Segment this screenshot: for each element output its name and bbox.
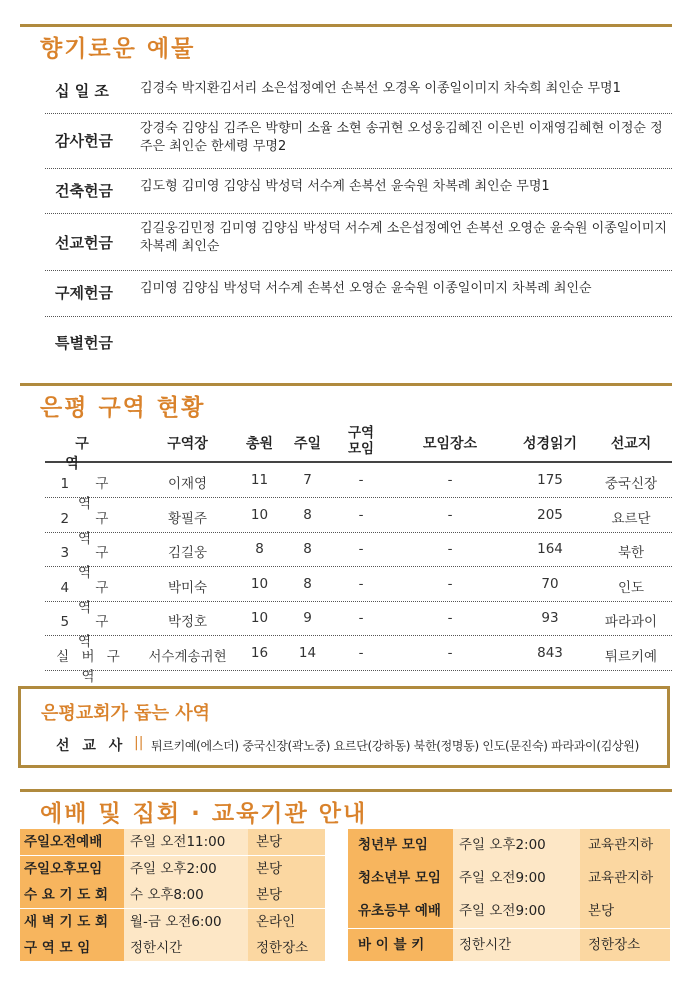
offering-names: 김길웅김민정 김미영 김양심 박성덕 서수계 소은섭정예언 손복선 오영순 윤숙원 이종일이미지 차복례 최인순 (140, 221, 667, 254)
schedule-time: 월-금 오전6:00 (124, 909, 248, 935)
offering-row (45, 270, 672, 317)
bible-cell: 70 (541, 575, 559, 592)
meeting-cell: - (358, 644, 364, 661)
offerings-title: 향기로운 예물 (40, 36, 196, 62)
offering-row (45, 113, 672, 169)
offering-row (45, 168, 672, 214)
schedule-time: 주일 오전11:00 (124, 829, 248, 855)
sunday-cell: 9 (303, 610, 312, 626)
schedule-time: 주일 오전9:00 (453, 895, 580, 928)
meeting-cell: - (358, 506, 364, 523)
schedule-row (20, 909, 325, 935)
place-cell: - (447, 610, 453, 626)
schedule-place: 본당 (580, 895, 670, 928)
schedule-place: 정한장소 (248, 935, 325, 961)
leader-cell: 김길웅 (167, 545, 208, 561)
district-cell: 실 버 구 역 (56, 648, 124, 685)
schedule-row (20, 935, 325, 961)
offering-label: 건축헌금 (55, 182, 113, 200)
header-place: 모임장소 (422, 436, 478, 452)
top-rule (20, 24, 672, 27)
schedule-time: 주일 오후2:00 (453, 829, 580, 862)
sunday-cell: 14 (298, 644, 317, 661)
offering-names: 강경숙 김양심 김주은 박향미 소율 소현 송귀현 오성웅김혜진 이은빈 이재영김혜현 이정순 정주은 최인순 한세령 무명2 (140, 121, 663, 154)
district-cell: 3 구 역 (60, 545, 120, 581)
schedule-place: 정한장소 (580, 929, 670, 962)
bible-cell: 164 (537, 541, 563, 557)
leader-cell: 황필주 (167, 510, 208, 527)
offering-row (45, 70, 672, 114)
place-cell: - (447, 541, 453, 557)
meeting-cell: - (358, 472, 364, 488)
districts-rule (20, 383, 672, 386)
place-cell: - (447, 472, 453, 488)
district-cell: 5 구 역 (60, 614, 120, 650)
districts-table-header (45, 425, 672, 472)
schedule-name: 청소년부 모임 (348, 862, 453, 895)
place-cell: - (447, 644, 453, 661)
ministries-separator: || (134, 735, 144, 751)
schedule-name: 구 역 모 임 (20, 935, 124, 961)
schedule-row (20, 856, 325, 882)
header-total: 총원 (245, 436, 274, 452)
header-district: 구 역 (65, 436, 125, 472)
district-cell: 4 구 역 (60, 579, 120, 616)
schedule-left (20, 829, 325, 962)
total-cell: 16 (250, 644, 269, 661)
sunday-cell: 7 (303, 472, 312, 488)
schedule-row (348, 862, 670, 895)
table-row (45, 636, 672, 685)
sunday-cell: 8 (303, 506, 312, 523)
schedule-place: 본당 (248, 882, 325, 908)
bible-cell: 175 (537, 472, 563, 488)
offering-label: 십 일 조 (55, 82, 109, 100)
missionary-cell: 인도 (617, 579, 645, 596)
ministries-text: 튀르키예(에스더) 중국신장(곽노중) 요르단(강하동) 북한(정명동) 인도(문진숙) 파라과이(김상원) (151, 739, 639, 753)
header-sunday: 주일 (293, 436, 322, 452)
total-cell: 10 (250, 575, 269, 592)
total-cell: 8 (255, 541, 264, 557)
place-cell: - (447, 575, 453, 592)
schedule-name: 유초등부 예배 (348, 895, 453, 928)
header-leader: 구역장 (167, 436, 208, 452)
districts-title: 은평 구역 현황 (40, 395, 206, 421)
schedule-time: 주일 오후2:00 (124, 856, 248, 882)
schedule-name: 수 요 기 도 회 (20, 882, 124, 908)
offering-names: 김미영 김양심 박성덕 서수계 손복선 오영순 윤숙원 이종일이미지 차복례 최인순 (140, 281, 592, 296)
schedule-name: 바 이 블 키 (348, 929, 453, 962)
schedule-title: 예배 및 집회 · 교육기관 안내 (40, 801, 368, 827)
leader-cell: 박정호 (167, 614, 208, 630)
missionary-cell: 북한 (617, 545, 645, 561)
leader-cell: 서수계송귀현 (148, 648, 227, 665)
district-cell: 2 구 역 (60, 510, 120, 547)
meeting-cell: - (358, 575, 364, 592)
schedule-row (348, 829, 670, 862)
total-cell: 11 (250, 472, 269, 488)
offering-label: 구제헌금 (55, 284, 113, 302)
schedule-time: 주일 오전9:00 (453, 862, 580, 895)
offering-row (45, 213, 672, 271)
schedule-place: 교육관지하 (580, 862, 670, 895)
offering-label: 선교헌금 (55, 234, 113, 252)
schedule-row (348, 929, 670, 962)
header-meeting: 구역 모임 (347, 425, 375, 457)
schedule-place: 본당 (248, 829, 325, 855)
leader-cell: 박미숙 (167, 579, 208, 596)
schedule-name: 주일오전예배 (20, 829, 124, 855)
bible-cell: 205 (537, 506, 563, 523)
ministries-title: 은평교회가 돕는 사역 (41, 703, 211, 724)
meeting-cell: - (358, 541, 364, 557)
schedule-row (20, 882, 325, 908)
meeting-cell: - (358, 610, 364, 626)
table-row (45, 463, 672, 512)
header-missionary: 선교지 (610, 436, 652, 452)
ministries-box (18, 686, 670, 768)
offering-label: 감사헌금 (55, 132, 113, 150)
table-row (45, 498, 672, 547)
schedule-place: 본당 (248, 856, 325, 882)
table-row (45, 601, 672, 650)
sunday-cell: 8 (303, 541, 312, 557)
schedule-time: 수 오후8:00 (124, 882, 248, 908)
missionary-cell: 튀르키예 (604, 648, 658, 665)
schedule-name: 새 벽 기 도 회 (20, 909, 124, 935)
schedule-time: 정한시간 (124, 935, 248, 961)
schedule-right (348, 829, 670, 962)
schedule-rule (20, 789, 672, 792)
sunday-cell: 8 (303, 575, 312, 592)
missionary-cell: 파라과이 (604, 614, 658, 630)
schedule-place: 교육관지하 (580, 829, 670, 862)
district-cell: 1 구 역 (60, 476, 120, 512)
ministries-label: 선 교 사 (56, 738, 127, 754)
offering-row (45, 316, 672, 358)
missionary-cell: 중국신장 (604, 476, 658, 492)
place-cell: - (447, 506, 453, 523)
offering-names: 김도형 김미영 김양심 박성덕 서수계 손복선 윤숙원 차복례 최인순 무명1 (140, 179, 550, 194)
total-cell: 10 (250, 610, 269, 626)
total-cell: 10 (250, 506, 269, 523)
schedule-time: 정한시간 (453, 929, 580, 962)
schedule-name: 청년부 모임 (348, 829, 453, 862)
bible-cell: 93 (541, 610, 559, 626)
schedule-row (20, 829, 325, 855)
schedule-row (348, 895, 670, 928)
offering-names: 김경숙 박지환김서리 소은섭정예언 손복선 오경옥 이종일이미지 차숙희 최인순 무명1 (140, 81, 621, 96)
table-row (45, 567, 672, 616)
schedule-name: 주일오후모임 (20, 856, 124, 882)
table-row (45, 532, 672, 581)
leader-cell: 이재영 (167, 476, 208, 492)
offering-label: 특별헌금 (55, 334, 113, 352)
schedule-place: 온라인 (248, 909, 325, 935)
bible-cell: 843 (537, 644, 563, 661)
missionary-cell: 요르단 (611, 510, 651, 527)
header-bible: 성경읽기 (522, 436, 578, 452)
